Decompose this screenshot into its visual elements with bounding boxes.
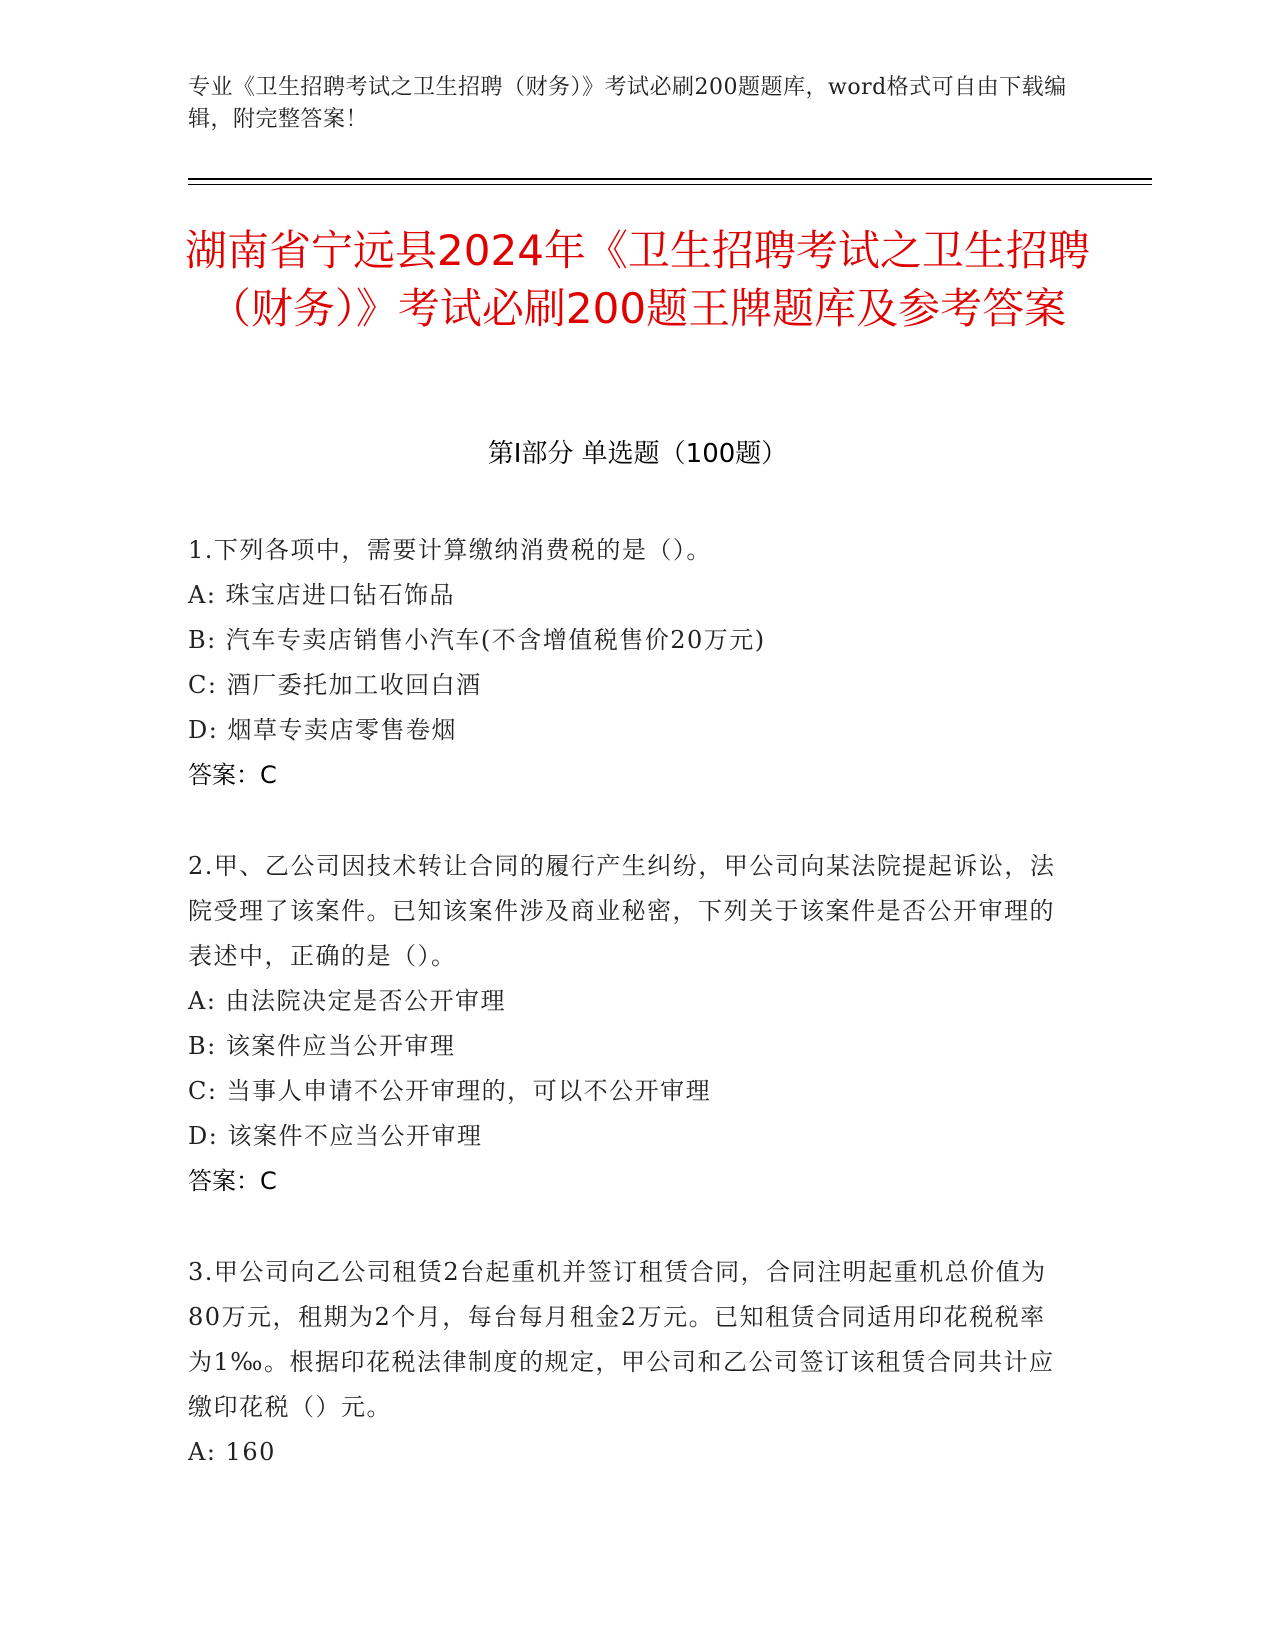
question-stem: 1.下列各项中，需要计算缴纳消费税的是（）。 [188, 536, 712, 564]
question-stem: 3.甲公司向乙公司租赁2台起重机并签订租赁合同，合同注明起重机总价值为80万元，租期为2个月，每台每月租金2万元。已知租赁合同适用印花税税率为1‰。根据印花税法律制度的规定，甲公司和乙公司签订该租赁合同共计应缴印花税（）元。 [188, 1258, 1055, 1421]
option-a: A: 珠宝店进口钻石饰品 [188, 581, 456, 609]
option-d: D: 该案件不应当公开审理 [188, 1122, 483, 1150]
document-title: 湖南省宁远县2024年《卫生招聘考试之卫生招聘（财务）》考试必刷200题王牌题库及参考答案 [185, 226, 1090, 333]
answer: 答案：C [188, 761, 277, 789]
option-a: A: 160 [188, 1438, 276, 1466]
question-2 [188, 844, 1088, 1204]
option-c: C: 酒厂委托加工收回白酒 [188, 671, 482, 699]
answer: 答案：C [188, 1167, 277, 1195]
header-divider-thin [188, 184, 1152, 185]
question-stem: 2.甲、乙公司因技术转让合同的履行产生纠纷，甲公司向某法院提起诉讼，法院受理了该案件。已知该案件涉及商业秘密，下列关于该案件是否公开审理的表述中，正确的是（）。 [188, 852, 1056, 970]
question-list [188, 528, 1088, 1521]
header-divider-thick [188, 178, 1152, 180]
option-c: C: 当事人申请不公开审理的，可以不公开审理 [188, 1077, 712, 1105]
option-b: B: 该案件应当公开审理 [188, 1032, 456, 1060]
header-note: 专业《卫生招聘考试之卫生招聘（财务）》考试必刷200题题库，word格式可自由下载编辑，附完整答案！ [188, 75, 1067, 132]
option-d: D: 烟草专卖店零售卷烟 [188, 716, 457, 744]
option-b: B: 汽车专卖店销售小汽车(不含增值税售价20万元) [188, 626, 766, 654]
question-3 [188, 1250, 1088, 1475]
question-1 [188, 528, 1088, 798]
section-heading: 第Ⅰ部分 单选题（100题） [487, 439, 788, 469]
option-a: A: 由法院决定是否公开审理 [188, 987, 507, 1015]
